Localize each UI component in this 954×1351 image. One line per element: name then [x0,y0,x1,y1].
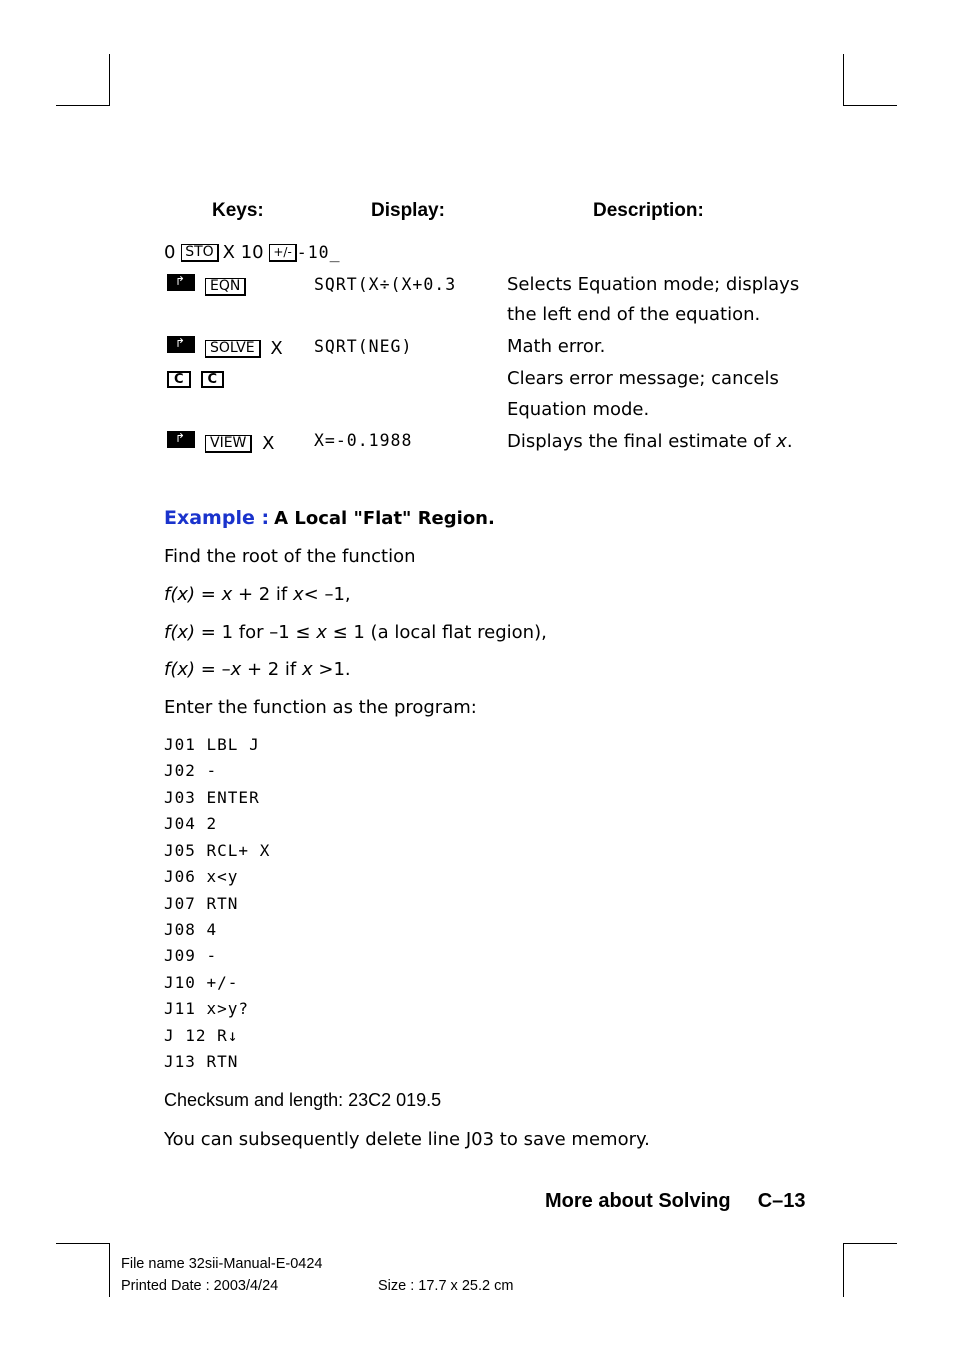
display-value: X=-0.1988 [314,431,413,450]
header-keys: Keys: [212,200,264,221]
page-number: C–13 [757,1190,806,1212]
crop-mark [109,54,110,106]
description: the left end of the equation. [507,304,761,325]
header-description: Description: [593,200,704,221]
enter-text: Enter the function as the program: [164,697,477,718]
keys-cell [167,431,274,455]
display-value: SQRT(NEG) [314,337,413,356]
equation [164,659,351,681]
example-label: Example : [164,507,270,529]
eq-var: x [316,622,327,643]
note: You can subsequently delete line J03 to save memory. [164,1129,650,1150]
eq-var: x [302,659,313,680]
equation [164,622,547,644]
description: Math error. [507,336,606,357]
description-variable: x [776,431,787,452]
page-size: Size : 17.7 x 25.2 cm [378,1278,514,1294]
program-line: J 12 R↓ [164,1026,239,1045]
description: Clears error message; cancels [507,368,779,389]
crop-mark [56,105,110,106]
eq-fx: f(x) [164,659,196,680]
keys-text: X 10 [222,242,264,263]
eq-fx: f(x) [164,584,196,605]
program-line: J05 RCL+ X [164,841,271,860]
example-title: A Local "Flat" Region. [274,508,495,529]
clear-key: C [201,371,225,388]
eq-text: < –1, [303,584,351,605]
program-line: J13 RTN [164,1052,239,1071]
view-key: VIEW [205,435,252,453]
keys-text: X [262,433,275,454]
clear-key: C [167,371,191,388]
equation [164,584,351,606]
description-text: Displays the final estimate of [507,431,777,452]
crop-mark [843,1243,844,1297]
description-text: . [786,431,793,452]
eq-text: ≤ 1 (a local flat region), [326,622,547,643]
eq-text: >1. [312,659,351,680]
eq-text: = – [195,659,231,680]
crop-mark [109,1243,110,1297]
crop-mark [843,54,844,106]
eq-text: + 2 if [241,659,302,680]
eq-var: x [221,584,233,605]
program-line: J11 x>y? [164,999,250,1018]
program-line: J03 ENTER [164,788,260,807]
crop-mark [843,1243,897,1244]
crop-mark [843,105,897,106]
description [507,431,793,453]
description: Selects Equation mode; displays [507,274,800,295]
eq-var: x [293,584,304,605]
change-sign-key: +/- [269,244,296,262]
printed-date: Printed Date : 2003/4/24 [121,1278,279,1294]
keys-cell [164,242,341,264]
eq-text: = [195,584,222,605]
program-line: J10 +/- [164,973,239,992]
example-heading [164,507,495,529]
program-line: J02 - [164,761,218,780]
keys-text: X [270,338,283,359]
program-line: J01 LBL J [164,735,260,754]
file-name: File name 32sii-Manual-E-0424 [121,1256,323,1272]
right-shift-key-icon [167,274,195,291]
sto-key: STO [181,244,218,262]
running-footer [545,1190,806,1213]
right-shift-key-icon [167,431,195,448]
header-display: Display: [371,200,445,221]
eqn-key: EQN [205,278,246,296]
display-value: SQRT(X÷(X+0.3 [314,275,457,294]
solve-key: SOLVE [205,340,261,358]
keys-text: 0 [164,242,176,263]
program-line: J08 4 [164,920,218,939]
description: Equation mode. [507,399,650,420]
eq-var: x [230,659,242,680]
right-shift-key-icon [167,336,195,353]
intro-text: Find the root of the function [164,546,416,567]
program-line: J09 - [164,946,218,965]
keys-cell [167,274,250,298]
crop-mark [56,1243,110,1244]
keys-cell [167,368,234,390]
section-title: More about Solving [545,1190,731,1212]
eq-fx: f(x) [164,622,196,643]
eq-text: + 2 if [232,584,293,605]
program-line: J04 2 [164,814,218,833]
checksum: Checksum and length: 23C2 019.5 [164,1090,442,1110]
display-value: -10_ [296,243,341,262]
keys-cell [167,336,283,360]
program-line: J06 x<y [164,867,239,886]
eq-text: = 1 for –1 ≤ [195,622,317,643]
program-line: J07 RTN [164,894,239,913]
